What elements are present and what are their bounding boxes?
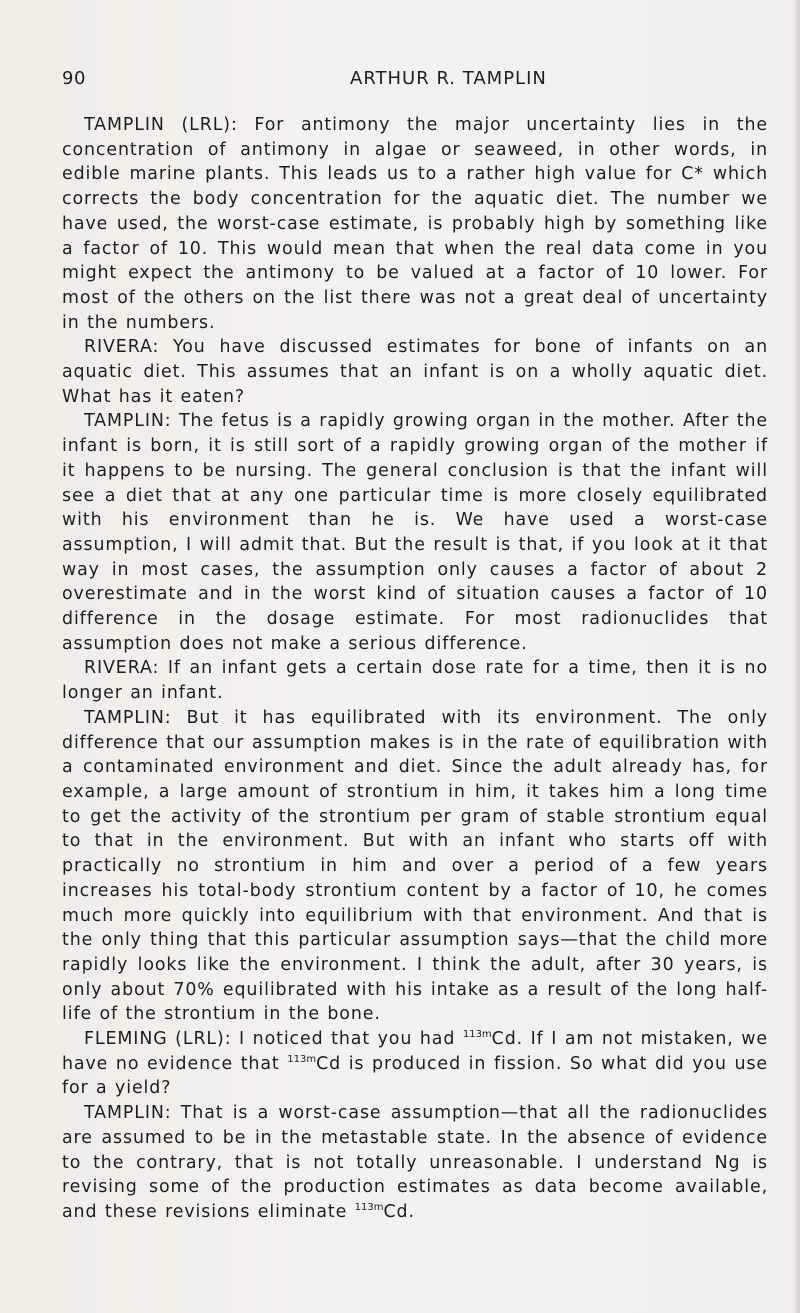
speaker-name: TAMPLIN: bbox=[84, 1103, 172, 1124]
paragraph-text-segment: Cd is produced in fission. So what did you use for a yield? bbox=[62, 1053, 768, 1099]
paragraph-tamplin-2 bbox=[62, 409, 768, 656]
page-header bbox=[62, 68, 762, 98]
speaker-name: RIVERA: bbox=[84, 658, 160, 679]
speaker-name: TAMPLIN: bbox=[84, 707, 172, 728]
isotope-superscript: 113m bbox=[354, 1201, 384, 1213]
paragraph-text-segment: I noticed that you had bbox=[239, 1029, 463, 1050]
paragraph-rivera-2 bbox=[62, 656, 768, 705]
speaker-name: RIVERA: bbox=[84, 337, 160, 358]
paragraph-text: If an infant gets a certain dose rate for a time, then it is no longer an infant. bbox=[62, 658, 768, 704]
speaker-name: TAMPLIN (LRL): bbox=[84, 115, 238, 135]
paragraph-rivera-1 bbox=[62, 335, 768, 409]
discussion-text bbox=[62, 113, 768, 1225]
isotope-superscript: 113m bbox=[287, 1053, 317, 1065]
page-number: 90 bbox=[62, 68, 86, 89]
paragraph-text: The fetus is a rapidly growing organ in the mother. After the infant is born, it is still sort of a rapidly growing organ of the mother if it happens to be nursing. The general conclusion is that the infant will see a diet that at any one particular time is more closely equilibrated with his environment than he is. We have used a worst-case assumption, I will admit that. But the result is that, if you look at it that way in most cases, the assumption only causes a factor of about 2 overestimate and in the worst kind of situation causes a factor of 10 difference in the dosage estimate. For most radionuclides that assumption does not make a serious difference. bbox=[62, 411, 768, 654]
paragraph-text-segment: Cd. bbox=[383, 1201, 415, 1222]
running-head: ARTHUR R. TAMPLIN bbox=[350, 68, 547, 89]
page-edge-shadow bbox=[792, 0, 800, 1313]
paragraph-text: You have discussed estimates for bone of infants on an aquatic diet. This assumes that an infant is on a wholly aquatic diet. What has it eaten? bbox=[62, 337, 768, 407]
paragraph-tamplin-1 bbox=[62, 113, 768, 335]
paragraph-text-segment: Cd. If I am not mistaken, we have no evidence that bbox=[62, 1029, 768, 1074]
paragraph-text: But it has equilibrated with its environment. The only difference that our assumption makes is in the rate of equilibration with a contaminated environment and diet. Since the adult already has, for example, a large amount of strontium in him, it takes him a long time to get the activity of the strontium per gram of stable strontium equal to that in the environment. But with an infant who starts off with practically no strontium in him and over a period of a few years increases his total-body strontium content by a factor of 10, he comes much more quickly into equilibrium with that environment. And that is the only thing that this particular assumption says—that the child more rapidly looks like the environment. I think the adult, after 30 years, is only about 70% equilibrated with his intake as a result of the long half-life of the strontium in the bone. bbox=[62, 707, 768, 1025]
paragraph-text: For antimony the major uncertainty lies in the concentration of antimony in algae or seaweed, in other words, in edible marine plants. This leads us to a rather high value for C* which corrects the body concentration for the aquatic diet. The number we have used, the worst-case estimate, is probably high by something like a factor of 10. This would mean that when the real data come in you might expect the antimony to be valued at a factor of 10 lower. For most of the others on the list there was not a great deal of uncertainty in the numbers. bbox=[62, 115, 768, 333]
speaker-name: TAMPLIN: bbox=[84, 411, 172, 432]
paragraph-fleming bbox=[62, 1027, 768, 1101]
paragraph-tamplin-3 bbox=[62, 706, 768, 1027]
isotope-superscript: 113m bbox=[462, 1029, 492, 1041]
paragraph-text-segment: That is a worst-case assumption—that all the radionuclides are assumed to be in the metastable state. In the absence of evidence to the contrary, that is not totally unreasonable. I understand Ng is revising some of the production estimates as data become available, and these revisions eliminate bbox=[62, 1103, 768, 1222]
speaker-name: FLEMING (LRL): bbox=[84, 1029, 232, 1050]
paragraph-tamplin-4 bbox=[62, 1101, 768, 1225]
